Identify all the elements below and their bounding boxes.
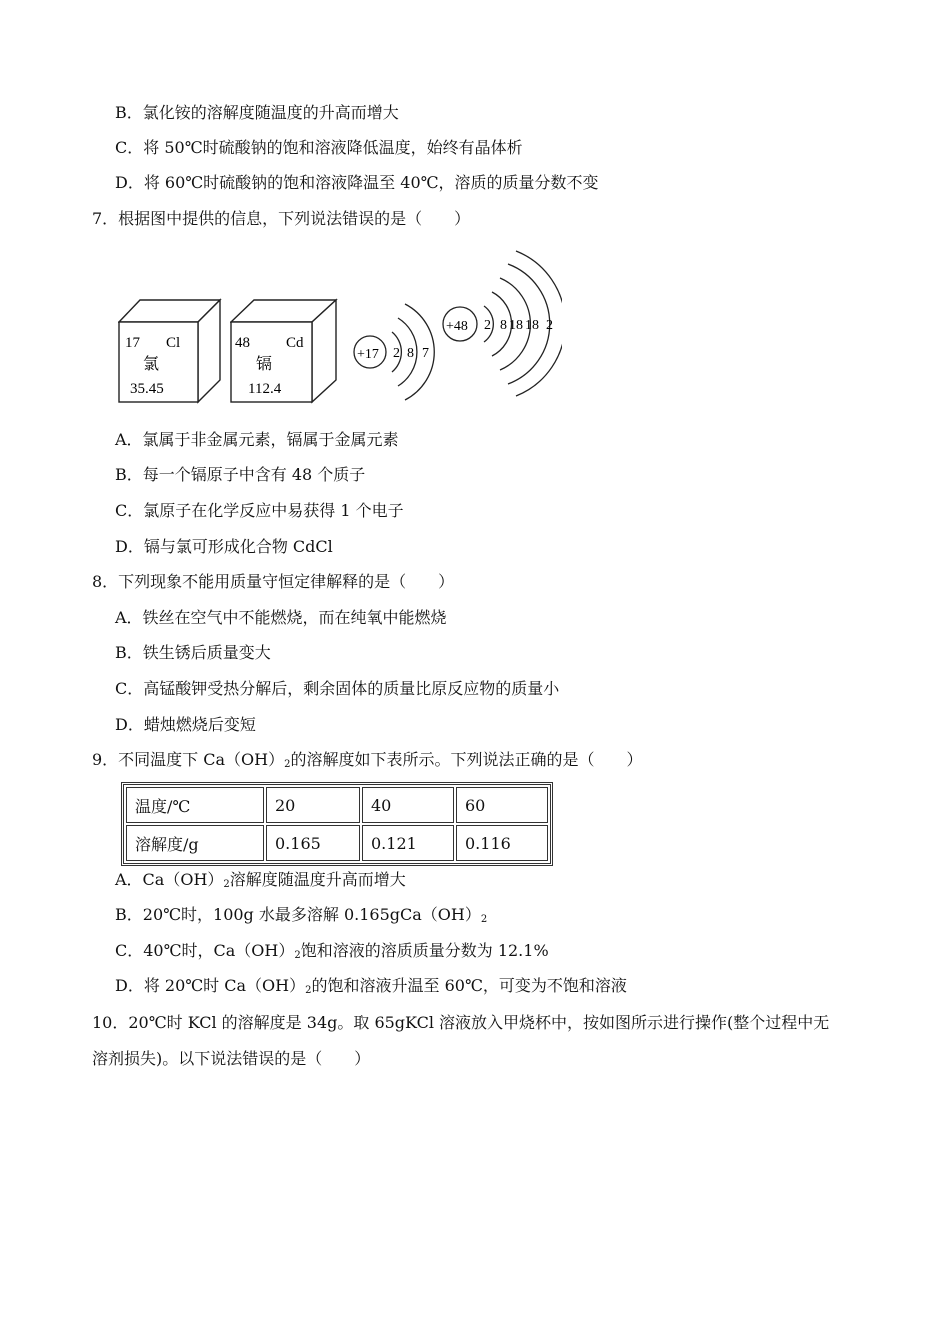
table-cell: 0.116 [456, 825, 548, 861]
cd-atomic-number: 48 [235, 335, 250, 351]
table-cell: 20 [266, 787, 360, 823]
cd-shell-5: 2 [546, 318, 553, 333]
q9-stem [92, 750, 643, 775]
table-cell: 温度/℃ [126, 787, 264, 823]
q6-option-b: B．氯化铵的溶解度随温度的升高而增大 [115, 103, 399, 122]
q8-option-b: B．铁生锈后质量变大 [115, 643, 271, 662]
cd-symbol: Cd [286, 335, 304, 351]
cadmium-element-card [230, 296, 338, 404]
q9-stem-subscript: 2 [284, 759, 291, 770]
q8-option-d: D．蜡烛燃烧后变短 [115, 715, 256, 734]
q9-stem-part1: 9．不同温度下 Ca（OH） [92, 750, 285, 769]
q9-a-part1: A．Ca（OH） [115, 870, 224, 889]
cl-name: 氯 [143, 354, 160, 373]
q9-d-part1: D．将 20℃时 Ca（OH） [115, 976, 306, 995]
q9-a-part2: 溶解度随温度升高而增大 [229, 870, 406, 889]
cl-shell-3: 7 [422, 346, 429, 361]
q9-d-subscript: 2 [305, 985, 312, 996]
q10-stem-line1: 10．20℃时 KCl 的溶解度是 34g。取 65gKCl 溶液放入甲烧杯中，按如图所示进行操作(整个过程中无 [92, 1013, 830, 1032]
q6-option-c: C．将 50℃时硫酸钠的饱和溶液降低温度，始终有晶体析 [115, 138, 523, 157]
q9-option-a [115, 870, 406, 895]
q9-a-subscript: 2 [223, 879, 230, 890]
q7-option-d: D．镉与氯可形成化合物 CdCl [115, 537, 333, 556]
q9-b-subscript: 2 [480, 914, 488, 925]
q9-option-d [115, 976, 627, 1001]
q8-stem: 8．下列现象不能用质量守恒定律解释的是（ ） [92, 572, 455, 591]
table-cell: 溶解度/g [126, 825, 264, 861]
q7-option-c: C．氯原子在化学反应中易获得 1 个电子 [115, 501, 404, 520]
cl-atomic-number: 17 [125, 335, 140, 351]
cd-nucleus: +48 [446, 319, 468, 334]
cd-shell-4: 18 [525, 318, 539, 333]
chlorine-atom-diagram [352, 292, 442, 408]
table-cell: 0.165 [266, 825, 360, 861]
cl-shell-1: 2 [393, 346, 400, 361]
q9-c-part2: 饱和溶液的溶质质量分数为 12.1% [300, 941, 549, 960]
q7-stem: 7．根据图中提供的信息，下列说法错误的是（ ） [92, 209, 471, 228]
table-row [126, 825, 548, 861]
q7-option-a: A．氯属于非金属元素，镉属于金属元素 [115, 430, 399, 449]
cd-shell-3: 18 [509, 318, 523, 333]
q9-option-c [115, 941, 549, 966]
cd-mass: 112.4 [248, 381, 282, 397]
cl-mass: 35.45 [130, 381, 164, 397]
cadmium-atom-diagram [442, 248, 562, 398]
table-cell: 0.121 [362, 825, 454, 861]
cl-symbol: Cl [166, 335, 181, 351]
cl-nucleus: +17 [357, 347, 379, 362]
q9-c-subscript: 2 [294, 950, 301, 961]
q9-b-part1: B．20℃时，100g 水最多溶解 0.165gCa（OH） [115, 905, 481, 924]
q8-option-c: C．高锰酸钾受热分解后，剩余固体的质量比原反应物的质量小 [115, 679, 560, 698]
q9-option-b [115, 905, 487, 930]
cl-shell-2: 8 [407, 346, 414, 361]
chlorine-element-card [118, 296, 222, 404]
q9-stem-part2: 的溶解度如下表所示。下列说法正确的是（ ） [290, 750, 643, 769]
q8-option-a: A．铁丝在空气中不能燃烧，而在纯氧中能燃烧 [115, 608, 447, 627]
table-row [126, 787, 548, 823]
cd-name: 镉 [256, 354, 273, 373]
table-cell: 60 [456, 787, 548, 823]
q9-c-part1: C．40℃时，Ca（OH） [115, 941, 295, 960]
q10-stem-line2: 溶剂损失)。以下说法错误的是（ ） [92, 1049, 371, 1068]
table-cell: 40 [362, 787, 454, 823]
cd-shell-1: 2 [484, 318, 491, 333]
q6-option-d: D．将 60℃时硫酸钠的饱和溶液降温至 40℃，溶质的质量分数不变 [115, 173, 599, 192]
solubility-table [121, 782, 553, 866]
q7-option-b: B．每一个镉原子中含有 48 个质子 [115, 465, 366, 484]
q9-d-part2: 的饱和溶液升温至 60℃，可变为不饱和溶液 [311, 976, 627, 995]
cd-shell-2: 8 [500, 318, 507, 333]
